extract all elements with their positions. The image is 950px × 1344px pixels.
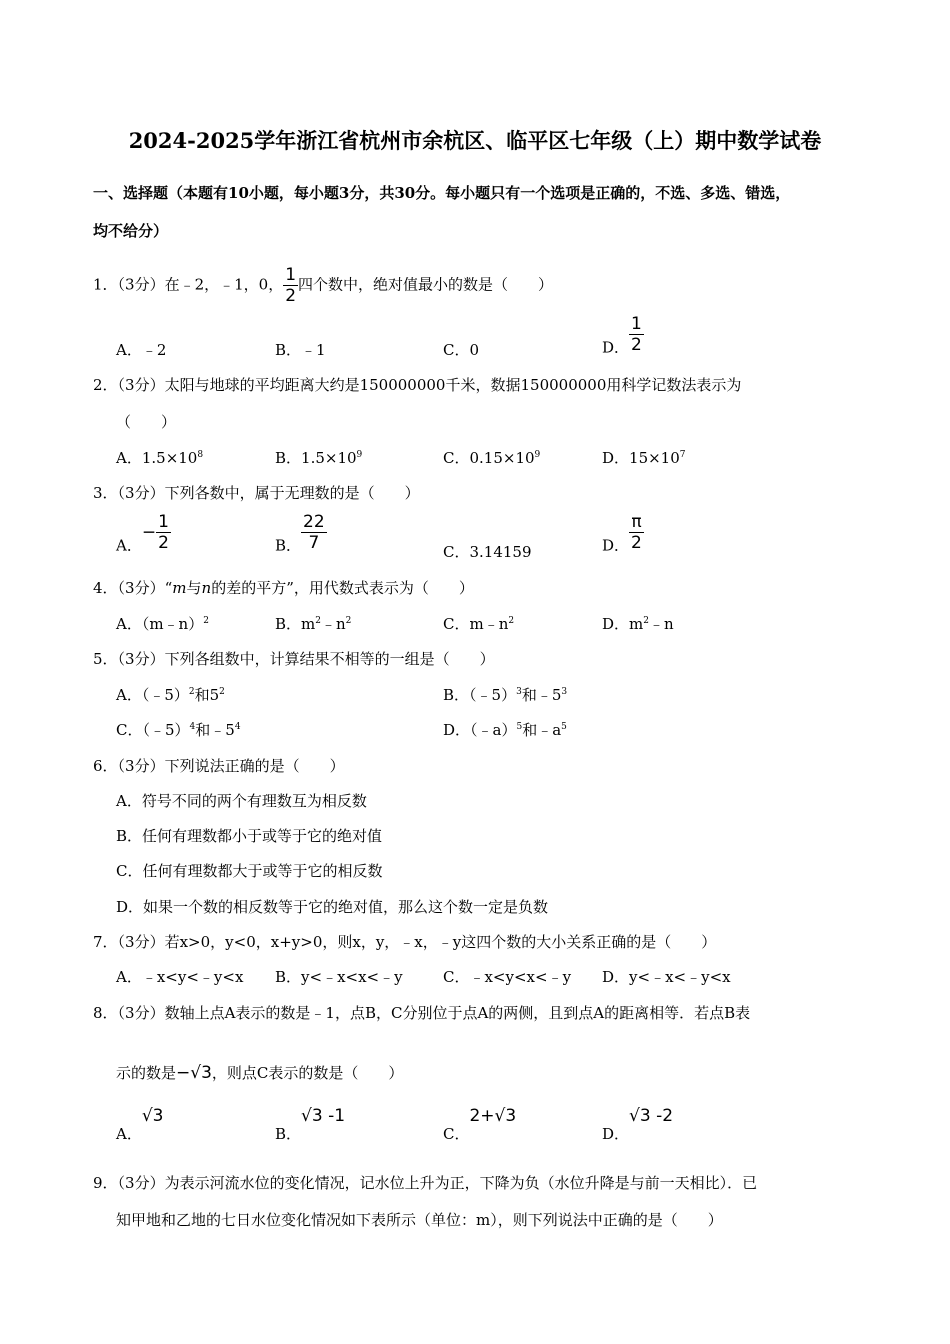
fraction: $\frac{1}{2}$ [285,265,297,306]
q6-option-a: A．符号不同的两个有理数互为相反数 [116,792,367,810]
question-3-stem: 3．（3分）下列各数中，属于无理数的是（ ） [93,484,420,502]
q1-option-a: A．﹣2 [116,341,167,359]
section-heading-line2: 均不给分） [93,222,169,240]
q4-option-a: A．（m﹣n）$^2$ [116,615,209,633]
fraction: $\frac{22}{7}$ [303,512,325,553]
q8-option-b: B．√3 -1 [275,1106,346,1143]
q7-option-a: A．﹣x<y<﹣y<x [116,968,244,986]
q7-option-d: D．y<﹣x<﹣y<x [602,968,731,986]
q3-option-a: A．− $\frac{1}{2}$ [116,512,169,555]
q3-option-d: D． $\frac{\pi}{2}$ [602,512,642,555]
question-2-stem-line1: 2．（3分）太阳与地球的平均距离大约是150000000千米，数据150000000用科学记数法表示为 [93,376,742,394]
question-2-stem-line2: （ ） [116,413,177,431]
q4-option-b: B．$m^2﹣n^2$ [275,615,352,633]
question-8-stem-line2: 示的数是−√3，则点C表示的数是（ ） [116,1063,404,1083]
q3-option-c: C．3.14159 [443,543,532,561]
page-title: 2024-2025学年浙江省杭州市余杭区、临平区七年级（上）期中数学试卷 [128,128,822,153]
question-7-stem: 7．（3分）若x>0，y<0，x+y>0，则x，y，﹣x，﹣y这四个数的大小关系正确的是（ ） [93,933,717,951]
q5-option-d: D．（﹣a）$^5$和$﹣a^5$ [443,721,567,739]
q4-option-d: D．$m^2﹣n$ [602,615,674,633]
question-4-stem: 4．（3分）“m与n的差的平方”，用代数式表示为（ ） [93,579,474,597]
q3-option-b: B． $\frac{22}{7}$ [275,512,325,555]
q6-option-b: B．任何有理数都小于或等于它的绝对值 [116,827,383,845]
math-expression: −√3 [176,1063,212,1083]
q2-option-c: C．$0.15\times 10^9$ [443,449,541,467]
q7-option-b: B．y<﹣x<x<﹣y [275,968,403,986]
q4-option-c: C．$m﹣n^2$ [443,615,515,633]
q5-option-a: A．（﹣5）$^2$和$5^2$ [116,686,225,704]
q6-option-c: C．任何有理数都大于或等于它的相反数 [116,862,383,880]
question-9-stem-line1: 9．（3分）为表示河流水位的变化情况，记水位上升为正，下降为负（水位升降是与前一天相比）．已 [93,1174,758,1192]
question-6-stem: 6．（3分）下列说法正确的是（ ） [93,757,345,775]
q8-option-c: C．2+√3 [443,1106,517,1143]
question-1-stem: 1．（3分）在﹣2，﹣1，0， $\frac{1}{2}$ 四个数中，绝对值最小的数是（ ） [93,265,554,306]
q8-option-d: D．√3 -2 [602,1106,674,1143]
q8-option-a: A．√3 [116,1106,164,1143]
question-9-stem-line2: 知甲地和乙地的七日水位变化情况如下表所示（单位：m），则下列说法中正确的是（ ） [116,1211,723,1229]
q1-option-b: B．﹣1 [275,341,326,359]
q6-option-d: D．如果一个数的相反数等于它的绝对值，那么这个数一定是负数 [116,898,549,916]
fraction: $\frac{\pi}{2}$ [631,512,642,553]
question-8-stem-line1: 8．（3分）数轴上点A表示的数是﹣1，点B，C分别位于点A的两侧，且到点A的距离相等．若点B表 [93,1004,751,1022]
q2-option-a: A．$1.5\times 10^8$ [116,449,204,467]
section-heading-line1: 一、选择题（本题有10小题，每小题3分，共30分。每小题只有一个选项是正确的，不选、多选、错选， [93,184,791,202]
q2-option-b: B．$1.5\times 10^9$ [275,449,363,467]
q5-option-c: C．（﹣5）$^4$和$﹣5^4$ [116,721,241,739]
fraction: $\frac{1}{2}$ [158,512,169,553]
question-5-stem: 5．（3分）下列各组数中，计算结果不相等的一组是（ ） [93,650,495,668]
q7-option-c: C．﹣x<y<x<﹣y [443,968,572,986]
q5-option-b: B．（﹣5）$^3$和$﹣5^3$ [443,686,568,704]
q1-option-d: D． $\frac{1}{2}$ [602,314,642,357]
q1-option-c: C．0 [443,341,480,359]
q2-option-d: D．$15\times 10^7$ [602,449,686,467]
fraction: $\frac{1}{2}$ [631,314,642,355]
